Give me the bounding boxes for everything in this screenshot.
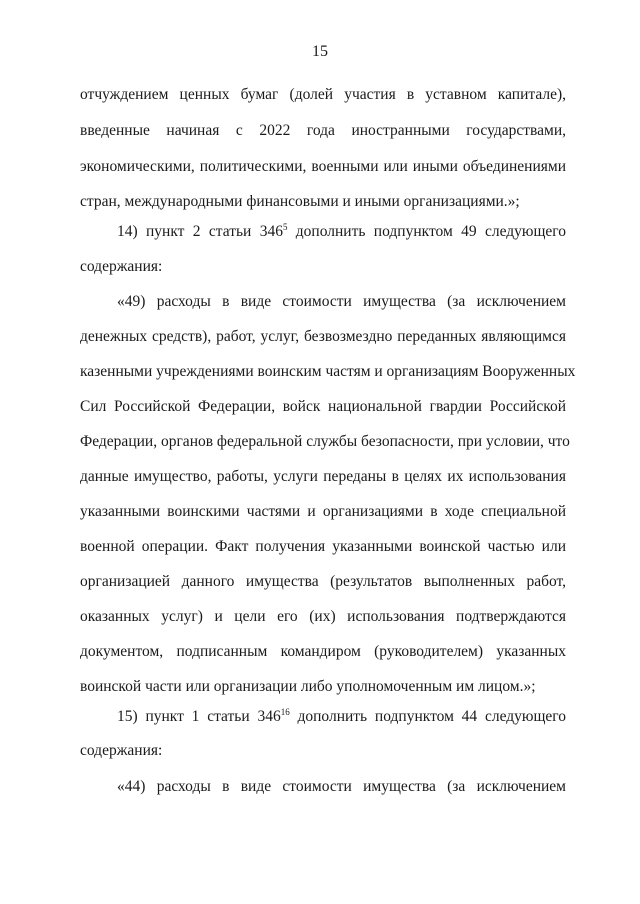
text-line: указанными воинскими частями и организациями в ходе специальной [80, 503, 566, 520]
text-segment: дополнить подпунктом 44 следующего [289, 708, 567, 725]
text-line: воинской части или организации либо уполномоченным им лицом.»; [80, 678, 536, 695]
text-line: Федерации, органов федеральной службы безопасности, при условии, что [80, 433, 570, 450]
text-line: организацией данного имущества (результатов выполненных работ, [80, 573, 566, 590]
text-line: оказанных услуг) и цели его (их) использования подтверждаются [80, 608, 566, 625]
text-line: казенными учреждениями воинским частям и организациям Вооруженных [80, 363, 576, 380]
article-superscript: 16 [280, 707, 290, 717]
article-superscript: 5 [282, 222, 288, 232]
text-line: содержания: [80, 258, 163, 275]
text-line: Сил Российской Федерации, войск национальной гвардии Российской [80, 398, 566, 415]
text-line: документом, подписанным командиром (руководителем) указанных [80, 643, 566, 660]
page-number: 15 [312, 43, 328, 60]
text-line: денежных средств), работ, услуг, безвозмездно переданных являющимся [80, 328, 566, 345]
text-line: военной операции. Факт получения указанными воинской частью или [80, 538, 566, 555]
text-line [117, 222, 566, 242]
text-segment: 14) пункт 2 статьи 346 [117, 223, 283, 240]
text-line: введенные начиная с 2022 года иностранными государствами, [80, 122, 566, 139]
text-line: стран, международными финансовыми и иными организациями.»; [80, 193, 520, 210]
text-line: отчуждением ценных бумаг (долей участия в уставном капитале), [80, 86, 566, 103]
text-line: данные имущество, работы, услуги переданы в целях их использования [80, 468, 566, 485]
text-segment: дополнить подпунктом 49 следующего [287, 223, 567, 240]
text-line [117, 707, 566, 727]
text-line: «49) расходы в виде стоимости имущества (за исключением [117, 293, 566, 310]
text-line: «44) расходы в виде стоимости имущества (за исключением [117, 778, 566, 795]
text-line: экономическими, политическими, военными или иными объединениями [80, 158, 566, 175]
text-line: содержания: [80, 742, 163, 759]
text-segment: 15) пункт 1 статьи 346 [117, 708, 281, 725]
